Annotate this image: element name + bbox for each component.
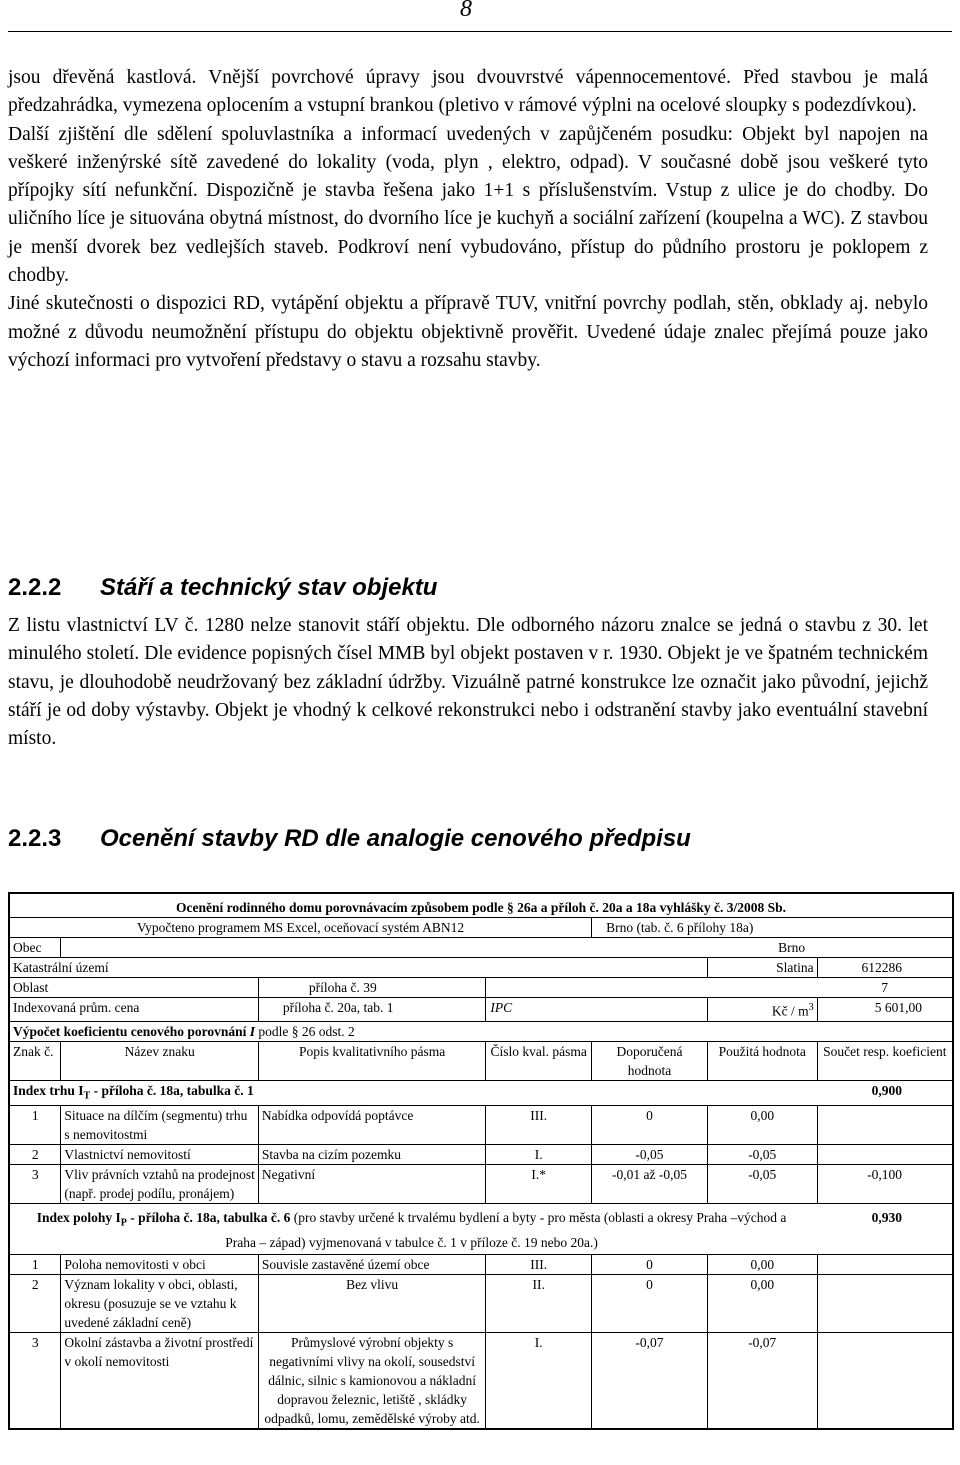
index-polohy-row <box>9 1204 953 1255</box>
idx-ref: příloha č. 20a, tab. 1 <box>258 998 485 1022</box>
table-row <box>9 938 953 958</box>
section-number: 2.2.3 <box>8 825 62 852</box>
index-polohy-label: Index polohy $I_P$ - příloha č. 18a, tabulka č. 6 (pro stavby určené k trvalému bydlení a byty - pro města (oblasti a okresy Praha –východ a Praha – západ) vyjmenovaná v tabulce č. 1 v příloze č. 19 nebo 20a.) <box>9 1204 817 1255</box>
table-row: 2 Význam lokality v obci, oblasti, okresu (posuzuje se ve vztahu k uvedené základní ceně) Bez vlivu II. 0 0,00 <box>9 1274 953 1332</box>
program-region: Brno (tab. č. 6 přílohy 18a) <box>592 918 953 938</box>
idx-symbol: IPC <box>486 998 708 1022</box>
table-row: 3 Vliv právních vztahů na prodejnost (např. prodej podílu, pronájem) Negativní I.* -0,01 až -0,05 -0,05 -0,100 <box>9 1165 953 1204</box>
oblast-ref: příloha č. 39 <box>258 978 485 998</box>
ku-code: 612286 <box>817 958 953 978</box>
table-row: 3 Okolní zástavba a životní prostředí v okolí nemovitosti Průmyslové výrobní objekty s negativními vlivy na okolí, sousedství dálnic, silnic s kamionovou a nákladní dopravou železnic, letiště , skládky odpadků, lomu, zemědělské výroby atd. I. -0,07 -0,07 <box>9 1332 953 1429</box>
ku-name: Slatina <box>707 958 817 978</box>
table-row <box>9 1021 953 1041</box>
index-polohy-value: 0,930 <box>817 1204 953 1255</box>
section-number: 2.2.2 <box>8 574 62 601</box>
col-header: Znak č. <box>9 1041 61 1080</box>
table-row <box>9 918 953 938</box>
index-trhu-row <box>9 1080 953 1106</box>
program-label: Vypočteno programem MS Excel, oceňovací systém ABN12 <box>9 918 592 938</box>
table-header-row <box>9 1041 953 1080</box>
col-header: Použitá hodnota <box>707 1041 817 1080</box>
col-header: Doporučená hodnota <box>592 1041 708 1080</box>
koef-heading: Výpočet koeficientu cenového porovnání I podle § 26 odst. 2 <box>9 1021 953 1041</box>
paragraph: Další zjištění dle sdělení spoluvlastníka a informací uvedených v zapůjčeném posudku: Objekt byl napojen na veškeré inženýrské sítě zavedené do lokality (voda, plyn , elektro, odpad). V současné době jsou veškeré tyto přípojky sítí nefunkční. Dispozičně je stavba řešena jako 1+1 s příslušenstvím. Vstup z ulice je do chodby. Do uličního líce je situována obytná místnost, do dvorního líce je kuchyň a sociální zařízení (koupelna a WC). Z stavbou je menší dvorek bez vedlejších staveb. Podkroví není vybudováno, přístup do půdního prostoru je poklopem z chodby. <box>8 123 928 287</box>
paragraph: Jiné skutečnosti o dispozici RD, vytápění objektu a přípravě TUV, vnitřní povrchy podlah, stěn, obklady aj. nebylo možné z důvodu neumožnění přístupu do objektu objektivně prověřit. Uvedené údaje znalec přejímá pouze jako výchozí informaci pro vytvoření představy o stavu a rozsahu stavby. <box>8 293 928 371</box>
col-header: Číslo kval. pásma <box>486 1041 592 1080</box>
table-row: 1 Situace na dílčím (segmentu) trhu s nemovitostmi Nabídka odpovídá poptávce III. 0 0,00 <box>9 1106 953 1145</box>
table-row <box>9 998 953 1022</box>
intro-text <box>8 64 928 375</box>
section-heading-age <box>8 573 437 603</box>
section-text-age: Z listu vlastnictví LV č. 1280 nelze stanovit stáří objektu. Dle odborného názoru znalce se jedná o stavbu z 30. let minulého století. Dle evidence popisných čísel MMB byl objekt postaven v r. 1930. Objekt je ve špatném technickém stavu, je dlouhodobě neudržovaný bez základní údržby. Vizuálně patrné konstrukce lze označit jako původní, jejichž stáří je od doby výstavby. Objekt je vhodný k celkové rekonstrukci nebo i odstranění stavby jako eventuální stavební místo. <box>8 615 928 750</box>
idx-unit: Kč / $m^3$ <box>707 998 817 1022</box>
table-row <box>9 978 953 998</box>
section-heading-valuation <box>8 824 691 854</box>
section-title: Stáří a technický stav objektu <box>100 574 438 601</box>
section-title: Ocenění stavby RD dle analogie cenového předpisu <box>100 825 691 852</box>
table-title: Ocenění rodinného domu porovnávacím způsobem podle § 26a a příloh č. 20a a 18a vyhlášky č. 3/2008 Sb. <box>9 893 953 918</box>
header-rule <box>8 31 952 32</box>
index-trhu-value: 0,900 <box>817 1080 953 1106</box>
index-trhu-label: Index trhu $I_T$ - příloha č. 18a, tabulka č. 1 <box>9 1080 817 1106</box>
table-title-row <box>9 893 953 918</box>
col-header: Součet resp. koeficient <box>817 1041 953 1080</box>
oblast-value: 7 <box>486 978 953 998</box>
idx-label: Indexovaná prům. cena <box>9 998 258 1022</box>
table-row <box>9 958 953 978</box>
page-content <box>8 64 947 1426</box>
obec-label: Obec <box>9 938 61 958</box>
page-number: 8 <box>460 0 472 22</box>
table-row: 1 Poloha nemovitosti v obci Souvisle zastavěné území obce III. 0 0,00 <box>9 1254 953 1274</box>
col-header: Název znaku <box>61 1041 259 1080</box>
paragraph: jsou dřevěná kastlová. Vnější povrchové úpravy jsou dvouvrstvé vápennocementové. Před stavbou je malá předzahrádka, vymezena oplocením a vstupní brankou (pletivo v rámové výplni na ocelové sloupky s podezdívkou). <box>8 67 928 117</box>
obec-value: Brno <box>61 938 817 958</box>
table-row: 2 Vlastnictví nemovitostí Stavba na cizím pozemku I. -0,05 -0,05 <box>9 1145 953 1165</box>
oblast-label: Oblast <box>9 978 258 998</box>
valuation-table <box>8 892 954 1430</box>
ku-label: Katastrální území <box>9 958 707 978</box>
col-header: Popis kvalitativního pásma <box>258 1041 485 1080</box>
idx-value: 5 601,00 <box>817 998 953 1022</box>
